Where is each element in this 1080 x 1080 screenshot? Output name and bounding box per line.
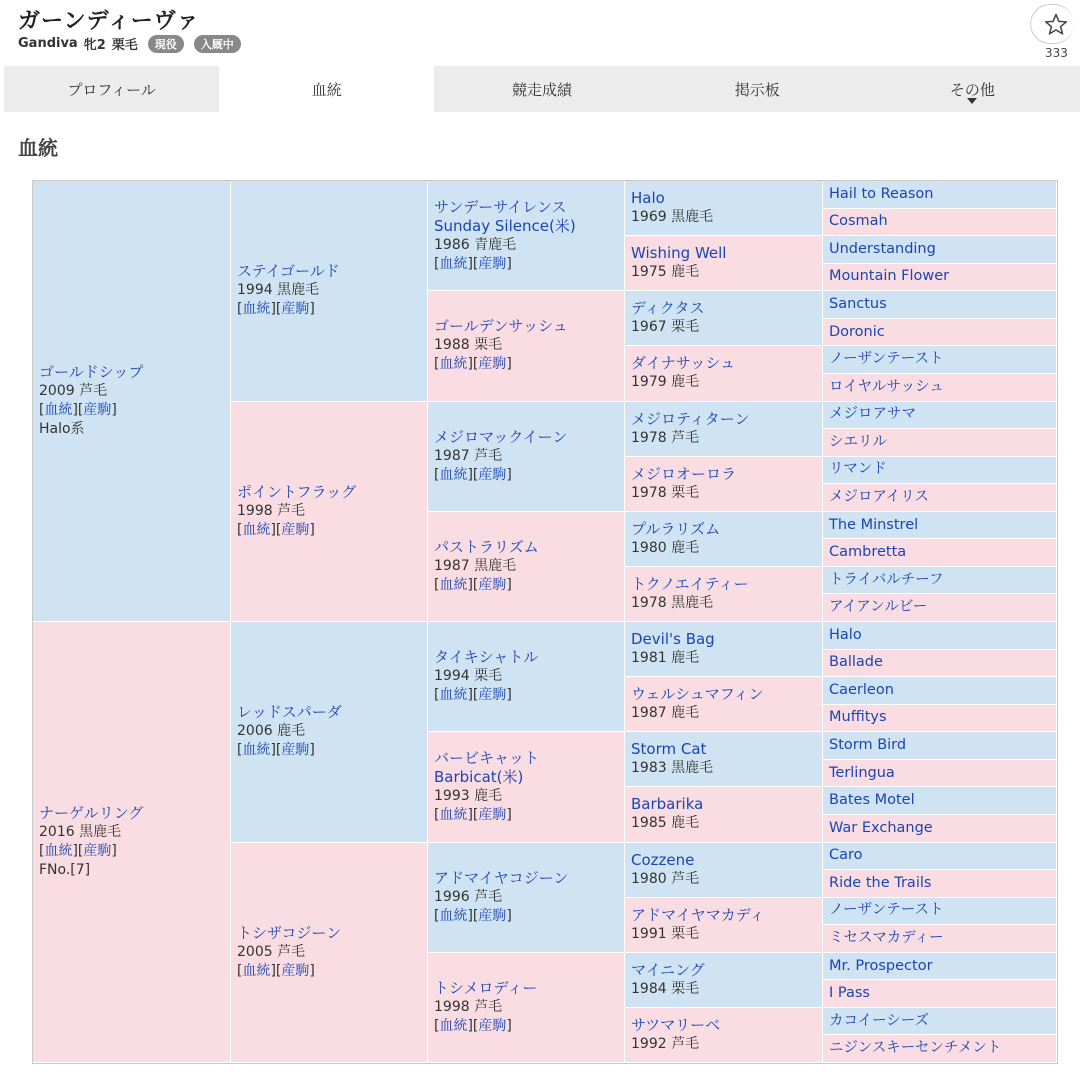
ancestor-name[interactable]: アイアンルビー (829, 599, 928, 616)
pedigree-link[interactable]: 血統 (44, 843, 73, 859)
ancestor-cell (625, 843, 823, 898)
ancestor-cell (823, 539, 1057, 567)
ancestor-cell (823, 374, 1057, 402)
ancestor-cell (625, 677, 823, 732)
ancestor-info: 1994 黒鹿毛 (237, 282, 320, 299)
ancestor-name[interactable]: Barbarika (631, 795, 704, 814)
ancestor-info: 1980 芦毛 (631, 870, 700, 887)
favorite-count: 333 (1045, 46, 1068, 60)
ancestor-name[interactable]: ゴールデンサッシュ (434, 317, 568, 336)
ancestor-cell (231, 402, 428, 623)
progeny-link[interactable]: 産駒 (478, 255, 507, 272)
ancestor-name[interactable]: Ride the Trails (829, 874, 932, 891)
ancestor-name[interactable]: ウェルシュマフィン (631, 685, 764, 704)
ancestor-name[interactable]: パストラリズム (434, 537, 539, 556)
ancestor-name-en[interactable]: Sunday Silence(米) (434, 216, 576, 235)
progeny-link[interactable]: 産駒 (281, 742, 310, 759)
pedigree-links: [血統][産駒] (434, 687, 512, 704)
ancestor-cell (823, 787, 1057, 815)
ancestor-cell (823, 1008, 1057, 1036)
ancestor-name[interactable]: Sanctus (829, 296, 887, 313)
ancestor-cell (428, 512, 625, 622)
pedigree-links: [血統][産駒] (237, 301, 315, 318)
ancestor-name[interactable]: トシメロディー (434, 978, 538, 997)
ancestor-name[interactable]: Devil's Bag (631, 630, 715, 649)
ancestor-info: 1986 青鹿毛 (434, 236, 517, 253)
family-number: FNo.[7] (39, 862, 91, 878)
ancestor-cell (823, 815, 1057, 843)
tab-bar (4, 66, 1080, 112)
pedigree-links: [血統][産駒] (237, 962, 315, 979)
ancestor-name[interactable]: シエリル (829, 433, 887, 450)
pedigree-links: [血統][産駒] (434, 356, 512, 373)
ancestor-name[interactable]: アドマイヤコジーン (434, 868, 569, 887)
ancestor-name[interactable]: Understanding (829, 240, 936, 257)
ancestor-cell (823, 181, 1057, 209)
tab-bulletin-board[interactable]: 掲示板 (734, 80, 780, 99)
pedigree-link[interactable]: 血統 (439, 466, 468, 483)
ancestor-cell (625, 236, 823, 291)
ancestor-name[interactable]: Storm Cat (631, 740, 707, 759)
pedigree-links: [血統][産駒] (434, 907, 512, 924)
pedigree-link[interactable]: 血統 (439, 255, 468, 272)
ancestor-name[interactable]: War Exchange (829, 819, 933, 836)
ancestor-cell (625, 512, 823, 567)
pedigree-link[interactable]: 血統 (439, 806, 468, 823)
ancestor-name[interactable]: Caro (829, 847, 863, 864)
ancestor-cell (231, 843, 428, 1064)
ancestor-cell (428, 291, 625, 401)
ancestor-cell (823, 346, 1057, 374)
ancestor-info: 1978 栗毛 (631, 484, 700, 501)
ancestor-cell (428, 843, 625, 953)
ancestor-cell (823, 622, 1057, 650)
ancestor-name[interactable]: Cambretta (829, 544, 907, 561)
ancestor-name[interactable]: ロイヤルサッシュ (829, 378, 944, 395)
ancestor-name[interactable]: サンデーサイレンス (434, 197, 567, 216)
tab-other[interactable] (865, 66, 1080, 112)
ancestor-cell (823, 402, 1057, 430)
ancestor-name[interactable]: Ballade (829, 654, 883, 671)
ancestor-info: 1978 芦毛 (631, 429, 700, 446)
horse-color: 栗毛 (111, 38, 138, 53)
ancestor-name[interactable]: トライバルチーフ (829, 571, 944, 588)
tab-race-results[interactable]: 競走成績 (512, 80, 573, 99)
pedigree-link[interactable]: 血統 (44, 402, 73, 418)
pedigree-link[interactable]: 血統 (242, 301, 271, 318)
ancestor-cell (823, 236, 1057, 264)
ancestor-name[interactable]: レッドスパーダ (237, 703, 342, 722)
ancestor-name[interactable]: Cosmah (829, 213, 888, 230)
ancestor-cell (625, 346, 823, 401)
ancestor-cell (625, 567, 823, 622)
ancestor-info: 1983 黒鹿毛 (631, 760, 714, 777)
ancestor-cell (823, 512, 1057, 540)
ancestor-name[interactable]: バービキャット (434, 748, 540, 767)
ancestor-info: 1993 鹿毛 (434, 787, 503, 804)
progeny-link[interactable]: 産駒 (478, 907, 507, 924)
pedigree-links: [血統][産駒] (434, 1017, 512, 1034)
sire-line: Halo系 (39, 421, 85, 437)
ancestor-cell (33, 622, 231, 1063)
ancestor-info: 1996 芦毛 (434, 888, 503, 905)
ancestor-name[interactable]: アドマイヤマカディ (631, 905, 765, 924)
ancestor-name-en[interactable]: Barbicat(米) (434, 767, 524, 786)
ancestor-cell (823, 953, 1057, 981)
ancestor-cell (625, 787, 823, 842)
horse-name-title: ガーンディーヴァ (18, 9, 200, 34)
ancestor-cell (625, 622, 823, 677)
ancestor-name[interactable]: ノーザンテースト (829, 351, 944, 368)
progeny-link[interactable]: 産駒 (281, 301, 310, 318)
ancestor-cell (625, 1008, 823, 1063)
ancestor-cell (823, 925, 1057, 953)
ancestor-info: 1998 芦毛 (434, 998, 503, 1015)
ancestor-info: 1992 芦毛 (631, 1035, 700, 1052)
pedigree-link[interactable]: 血統 (242, 962, 271, 979)
ancestor-info: 2016 黒鹿毛 (39, 824, 122, 840)
ancestor-cell (823, 705, 1057, 733)
progeny-link[interactable]: 産駒 (478, 576, 507, 593)
ancestor-name[interactable]: ゴールドシップ (39, 363, 144, 381)
ancestor-cell (823, 650, 1057, 678)
ancestor-info: 1985 鹿毛 (631, 815, 700, 832)
pedigree-links: [血統][産駒] (237, 742, 315, 759)
ancestor-name[interactable]: カコイーシーズ (829, 1012, 930, 1029)
ancestor-info: 1991 栗毛 (631, 925, 700, 942)
tab-other-label: その他 (949, 80, 995, 99)
progeny-link[interactable]: 産駒 (478, 806, 507, 823)
ancestor-name[interactable]: ディクタス (631, 299, 705, 318)
ancestor-info: 2009 芦毛 (39, 383, 108, 399)
ancestor-name[interactable]: Storm Bird (829, 737, 907, 754)
progeny-link[interactable]: 産駒 (478, 687, 507, 704)
ancestor-info: 1987 芦毛 (434, 447, 503, 464)
ancestor-cell (625, 898, 823, 953)
ancestor-info: 1969 黒鹿毛 (631, 209, 714, 226)
ancestor-name[interactable]: Halo (829, 626, 862, 643)
ancestor-name[interactable]: Terlingua (829, 764, 895, 781)
progeny-link[interactable]: 産駒 (478, 1017, 507, 1034)
ancestor-cell (625, 402, 823, 457)
ancestor-cell (625, 291, 823, 346)
ancestor-info: 1980 鹿毛 (631, 539, 700, 556)
progeny-link[interactable]: 産駒 (281, 962, 310, 979)
ancestor-info: 1994 栗毛 (434, 668, 503, 685)
ancestor-cell (823, 677, 1057, 705)
tab-profile[interactable]: プロフィール (67, 80, 156, 99)
ancestor-cell (823, 209, 1057, 237)
pedigree-link[interactable]: 血統 (242, 742, 271, 759)
ancestor-name[interactable]: Cozzene (631, 850, 695, 869)
ancestor-name[interactable]: メジロアサマ (829, 406, 916, 423)
ancestor-name[interactable]: トシザコジーン (237, 923, 342, 942)
ancestor-name[interactable]: サツマリーベ (631, 1015, 721, 1034)
ancestor-name[interactable]: ニジンスキーセンチメント (829, 1040, 1002, 1057)
ancestor-name[interactable]: ナーゲルリング (39, 804, 144, 822)
ancestor-name[interactable]: メジロマックイーン (434, 427, 568, 446)
ancestor-name[interactable]: トクノエイティー (631, 574, 749, 593)
ancestor-info: 1987 黒鹿毛 (434, 557, 517, 574)
ancestor-cell (231, 622, 428, 843)
ancestor-name[interactable]: マイニング (631, 960, 705, 979)
ancestor-name[interactable]: メジロティターン (631, 409, 750, 428)
ancestor-name[interactable]: Wishing Well (631, 244, 727, 263)
ancestor-name[interactable]: ノーザンテースト (829, 902, 944, 919)
pedigree-link[interactable]: 血統 (439, 907, 468, 924)
progeny-link[interactable]: 産駒 (281, 521, 310, 538)
ancestor-info: 2006 鹿毛 (237, 723, 306, 740)
ancestor-cell (823, 898, 1057, 926)
ancestor-info: 1998 芦毛 (237, 502, 306, 519)
progeny-link[interactable]: 産駒 (478, 466, 507, 483)
ancestor-info: 1988 栗毛 (434, 337, 503, 354)
ancestor-name[interactable]: I Pass (829, 985, 870, 1002)
ancestor-name[interactable]: ポイントフラッグ (237, 482, 357, 501)
ancestor-info: 1987 鹿毛 (631, 705, 700, 722)
ancestor-info: 1978 黒鹿毛 (631, 594, 714, 611)
ancestor-name[interactable]: ダイナサッシュ (631, 354, 736, 373)
ancestor-cell (428, 953, 625, 1063)
ancestor-cell (823, 980, 1057, 1008)
ancestor-name[interactable]: ステイゴールド (237, 262, 340, 281)
ancestor-cell (823, 264, 1057, 292)
ancestor-cell (823, 457, 1057, 485)
caret-down-icon (967, 98, 977, 104)
ancestor-info: 1975 鹿毛 (631, 264, 700, 281)
ancestor-cell (625, 181, 823, 236)
ancestor-cell (823, 319, 1057, 347)
ancestor-cell (823, 732, 1057, 760)
ancestor-cell (428, 622, 625, 732)
ancestor-cell (823, 870, 1057, 898)
ancestor-cell (428, 402, 625, 512)
status-badge-active: 現役 (148, 35, 184, 53)
ancestor-info: 1979 鹿毛 (631, 374, 700, 391)
ancestor-info: 1967 栗毛 (631, 319, 700, 336)
ancestor-name[interactable]: プルラリズム (631, 519, 721, 538)
ancestor-name[interactable]: Halo (631, 189, 665, 208)
ancestor-cell (625, 732, 823, 787)
ancestor-name[interactable]: Bates Motel (829, 792, 915, 809)
pedigree-link[interactable]: 血統 (439, 356, 468, 373)
tab-pedigree[interactable]: 血統 (219, 66, 434, 112)
ancestor-cell (231, 181, 428, 402)
pedigree-table (32, 180, 1058, 1064)
pedigree-link[interactable]: 血統 (439, 687, 468, 704)
status-badge-stable: 入厩中 (194, 35, 241, 53)
ancestor-name[interactable]: メジロアイリス (829, 488, 929, 505)
horse-sex-age: 牝2 (83, 38, 106, 53)
ancestor-cell (823, 594, 1057, 622)
ancestor-cell (823, 1035, 1057, 1063)
pedigree-link[interactable]: 血統 (242, 521, 271, 538)
horse-name-en: Gandiva (18, 36, 78, 51)
ancestor-cell (823, 291, 1057, 319)
ancestor-name[interactable]: メジロオーロラ (631, 464, 737, 483)
favorite-button[interactable] (1030, 4, 1080, 58)
pedigree-link[interactable]: 血統 (439, 576, 468, 593)
ancestor-cell (625, 457, 823, 512)
ancestor-cell (823, 567, 1057, 595)
horse-header (0, 0, 1080, 66)
ancestor-cell (823, 484, 1057, 512)
ancestor-cell (823, 760, 1057, 788)
ancestor-cell (33, 181, 231, 622)
ancestor-info: 1981 鹿毛 (631, 650, 700, 667)
ancestor-info: 1984 栗毛 (631, 980, 700, 997)
progeny-link[interactable]: 産駒 (83, 402, 112, 418)
progeny-link[interactable]: 産駒 (478, 356, 507, 373)
section-title: 血統 (18, 136, 58, 160)
ancestor-name[interactable]: Muffitys (829, 709, 887, 726)
ancestor-name[interactable]: Mountain Flower (829, 268, 950, 285)
pedigree-links: [血統][産駒] (434, 255, 512, 272)
ancestor-cell (823, 843, 1057, 871)
ancestor-name[interactable]: ミセスマカディー (829, 929, 944, 946)
ancestor-cell (823, 429, 1057, 457)
progeny-link[interactable]: 産駒 (83, 843, 112, 859)
ancestor-name[interactable]: タイキシャトル (434, 648, 539, 667)
ancestor-name[interactable]: The Minstrel (829, 516, 919, 533)
ancestor-name[interactable]: リマンド (829, 461, 887, 478)
ancestor-name[interactable]: Doronic (829, 323, 885, 340)
pedigree-links: [血統][産駒] (39, 843, 117, 859)
pedigree-links: [血統][産駒] (434, 806, 512, 823)
ancestor-name[interactable]: Caerleon (829, 681, 894, 698)
ancestor-cell (428, 181, 625, 291)
ancestor-name[interactable]: Hail to Reason (829, 185, 934, 202)
horse-subtitle (18, 34, 241, 53)
pedigree-links: [血統][産駒] (434, 576, 512, 593)
ancestor-info: 2005 芦毛 (237, 943, 306, 960)
pedigree-links: [血統][産駒] (237, 521, 315, 538)
pedigree-links: [血統][産駒] (39, 402, 117, 418)
pedigree-link[interactable]: 血統 (439, 1017, 468, 1034)
ancestor-name[interactable]: Mr. Prospector (829, 957, 933, 974)
ancestor-cell (428, 732, 625, 842)
star-icon (1044, 13, 1068, 36)
pedigree-links: [血統][産駒] (434, 466, 512, 483)
ancestor-cell (625, 953, 823, 1008)
